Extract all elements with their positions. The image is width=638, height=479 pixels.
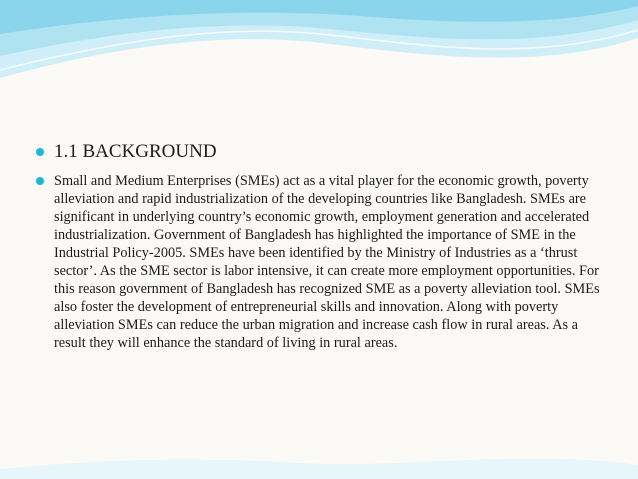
bottom-wave [0, 459, 638, 479]
bullet-icon [36, 177, 44, 185]
top-wave-decoration [0, 0, 638, 100]
bottom-wave-decoration [0, 439, 638, 479]
section-heading: 1.1 BACKGROUND [54, 141, 217, 162]
body-paragraph-item [36, 172, 616, 352]
slide-content [36, 140, 616, 352]
bullet-icon [36, 148, 44, 156]
body-paragraph: Small and Medium Enterprises (SMEs) act as a vital player for the economic growth, poverty alleviation and rapid industrialization of the developing countries like Bangladesh. SMEs are significant in underlying country’s economic growth, employment generation and accelerated industrialization. Government of Bangladesh has highlighted the importance of SME in the Industrial Policy-2005. SMEs have been identified by the Ministry of Industries as a ‘thrust sector’. As the SME sector is labor intensive, it can create more employment opportunities. For this reason government of Bangladesh has recognized SME as a poverty alleviation tool. SMEs also foster the development of entrepreneurial skills and innovation. Along with poverty alleviation SMEs can reduce the urban migration and increase cash flow in rural areas. As a result they will enhance the standard of living in rural areas. [54, 173, 600, 351]
section-heading-item [36, 140, 616, 164]
